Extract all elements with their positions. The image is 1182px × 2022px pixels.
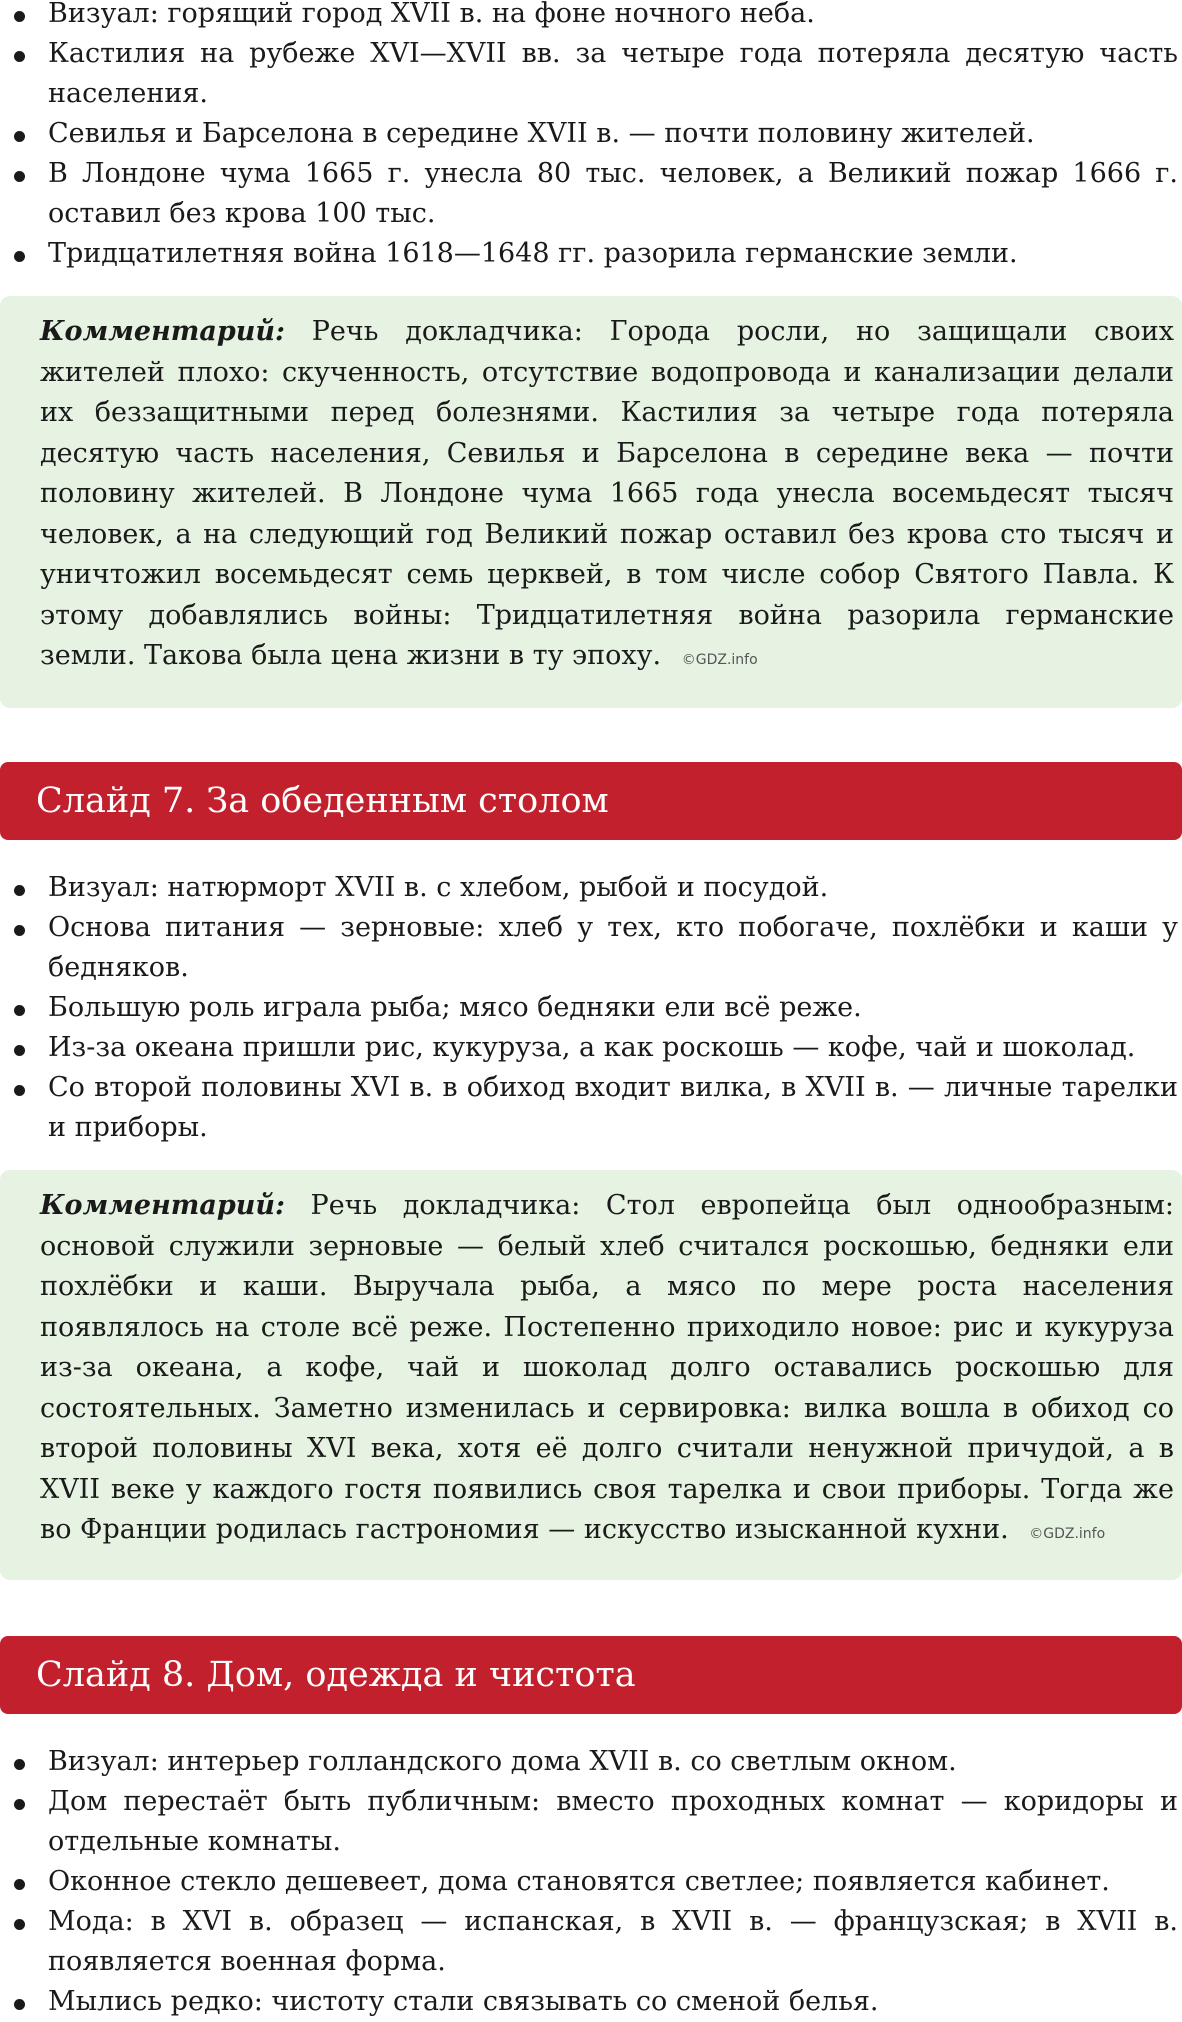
list-item: Визуал: натюрморт XVII в. с хлебом, рыбой и посудой. <box>48 868 1178 908</box>
slide-title: Слайд 7. За обеденным столом <box>0 762 1182 840</box>
comment-text: Речь докладчика: Стол европейца был однообразным: основой служили зерновые — белый хлеб считался роскошью, бедняки ели похлёбки и каши. Выручала рыба, а мясо по мере роста населения появлялось на столе всё реже. Постепенно приходило новое: рис и кукуруза из-за океана, а кофе, чай и шоколад долго оставались роскошью для состоятельных. Заметно изменилась и сервировка: вилка вошла в обиход со второй половины XVI века, хотя её долго считали ненужной причудой, а в XVII веке у каждого гостя появились своя тарелка и свои приборы. Тогда же во Франции родилась гастрономия — искусство изысканной кухни. <box>40 1190 1174 1545</box>
list-item: Дом перестаёт быть публичным: вместо проходных комнат — коридоры и отдельные комнаты. <box>48 1782 1178 1862</box>
list-item: Тридцатилетняя война 1618—1648 гг. разорила германские земли. <box>48 234 1178 274</box>
list-item: Со второй половины XVI в. в обиход входит вилка, в XVII в. — личные тарелки и приборы. <box>48 1068 1178 1148</box>
list-item: Мылись редко: чистоту стали связывать со сменой белья. <box>48 1982 1178 2022</box>
comment-text: Речь докладчика: Города росли, но защищали своих жителей плохо: скученность, отсутствие водопровода и канализации делали их беззащитными перед болезнями. Кастилия за четыре года потеряла десятую часть населения, Севилья и Барселона в середине века — почти половину жителей. В Лондоне чума 1665 года унесла восемьдесят тысяч человек, а на следующий год Великий пожар оставил без крова сто тысяч и уничтожил восемьдесят семь церквей, в том числе собор Святого Павла. К этому добавлялись войны: Тридцатилетняя война разорила германские земли. Такова была цена жизни в ту эпоху. <box>40 316 1174 671</box>
list-item: Большую роль играла рыба; мясо бедняки ели всё реже. <box>48 988 1178 1028</box>
bullet-list-top <box>0 0 1178 274</box>
bullet-list-slide7 <box>0 868 1178 1148</box>
list-item: Визуал: горящий город XVII в. на фоне ночного неба. <box>48 0 1178 34</box>
comment-label: Комментарий: <box>40 316 285 347</box>
list-item: Кастилия на рубеже XVI—XVII вв. за четыре года потеряла десятую часть населения. <box>48 34 1178 114</box>
comment-label: Комментарий: <box>40 1190 285 1221</box>
bullet-list-slide8 <box>0 1742 1178 2022</box>
list-item: Визуал: интерьер голландского дома XVII в. со светлым окном. <box>48 1742 1178 1782</box>
slide-title: Слайд 8. Дом, одежда и чистота <box>0 1636 1182 1714</box>
list-item: Из-за океана пришли рис, кукуруза, а как роскошь — кофе, чай и шоколад. <box>48 1028 1178 1068</box>
watermark: ©GDZ.info <box>681 652 758 668</box>
list-item: Мода: в XVI в. образец — испанская, в XVII в. — французская; в XVII в. появляется военная форма. <box>48 1902 1178 1982</box>
comment-box <box>0 1170 1182 1580</box>
watermark: ©GDZ.info <box>1029 1526 1106 1542</box>
list-item: Оконное стекло дешевеет, дома становятся светлее; появляется кабинет. <box>48 1862 1178 1902</box>
list-item: В Лондоне чума 1665 г. унесла 80 тыс. человек, а Великий пожар 1666 г. оставил без крова 100 тыс. <box>48 154 1178 234</box>
comment-box <box>0 296 1182 708</box>
list-item: Основа питания — зерновые: хлеб у тех, кто побогаче, похлёбки и каши у бедняков. <box>48 908 1178 988</box>
list-item: Севилья и Барселона в середине XVII в. — почти половину жителей. <box>48 114 1178 154</box>
